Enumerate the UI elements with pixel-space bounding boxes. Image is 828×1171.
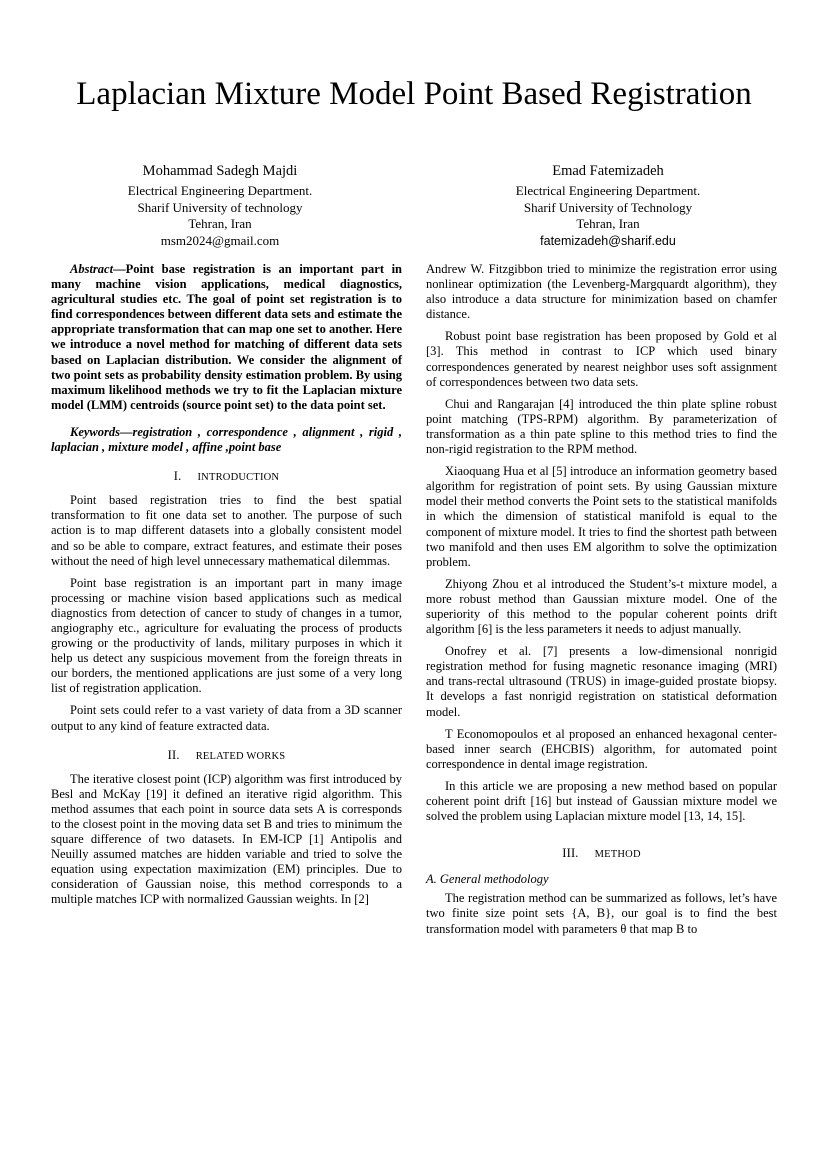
subsection-heading-general-methodology: A. General methodology xyxy=(426,872,549,887)
paragraph: The iterative closest point (ICP) algorithm was first introduced by Besl and McKay [19] it defined an iterative rigid algorithm. This method assumes that each point in source data sets A is corresponds to the closest point in the moving data set B and tries to minimum the square difference of two datasets. In EM-ICP [1] Antipolis and Neuilly assumed matches are hidden variable and tried to solve the equation using expectation maximization (EM) principles. Due to consideration of Gaussian noise, this method corresponds to a multiple matches ICP with normalized Gaussian weights. In [2] xyxy=(51,771,402,907)
paragraph: Zhiyong Zhou et al introduced the Student’s-t mixture model, a more robust method than Gaussian mixture model. One of the superiority of this method to the popular coherent points drift algorithm [6] is the less parameters it needs to adjust manually. xyxy=(426,576,777,637)
section-heading-method: III. METHOD xyxy=(562,846,641,861)
paragraph: Xiaoquang Hua et al [5] introduce an information geometry based algorithm for registration of point sets. By using Gaussian mixture model their method converts the Point sets to the statistical manifolds in which the dimension of statistical manifold is equal to the component of mixture model. It tries to find the shortest path between two manifold and then uses EM algorithm to solve the optimization problem. xyxy=(426,464,777,569)
paragraph: Robust point base registration has been proposed by Gold et al [3]. This method in contrast to ICP which used binary correspondences generated by nearest neighbor uses soft assignment of correspondences between two data sets. xyxy=(426,329,777,389)
paragraph: Chui and Rangarajan [4] introduced the thin plate spline robust point matching (TPS-RPM) algorithm. By parameterization of transformation as a thin pate spline to this method tries to find the non-rigid registration to the RPM method. xyxy=(426,396,777,457)
abstract-text: —Point base registration is an important part in many machine vision applications, medical diagnostics, agricultural studies etc. The goal of point set registration is to find correspondences between different data sets and estimate the appropriate transformation that can map one set to another. Here we introduce a novel method for matching of different data sets based on Laplacian distribution. We consider the alignment of two point sets as probability density estimation problem. By using maximum likelihood methods we try to fit the Laplacian mixture model (LMM) centroids (source point set) to the data point set. xyxy=(51,262,402,412)
author-city: Tehran, Iran xyxy=(576,216,640,231)
author-block-2 xyxy=(478,162,738,249)
author-block-1 xyxy=(90,162,350,249)
author-university: Sharif University of Technology xyxy=(523,199,693,215)
paper-title: Laplacian Mixture Model Point Based Registration xyxy=(76,76,752,112)
paragraph: Point based registration tries to find the best spatial transformation to fit one data set to another. The purpose of such action is to map different datasets into a globally consistent model and so be able to compare, extract features, and estimate their poses without the need of high level unnecessary mathematical dilemmas. xyxy=(51,493,402,568)
paragraph: In this article we are proposing a new method based on popular coherent point drift [16] but instead of Gaussian mixture model we solved the problem using Laplacian mixture model [13, 14, 15]. xyxy=(426,778,777,824)
section-heading-related-works: II. RELATED WORKS xyxy=(167,747,286,762)
author-email: fatemizadeh@sharif.edu xyxy=(540,233,676,248)
paragraph: Point base registration is an important part in many image processing or machine vision based applications such as medical diagnostics from detection of cancer to study of changes in a tumor, angiography etc., agriculture for evaluating the process of products growing or the productivity of lands, military purposes in which it help us detect any suspicious movement from the foreign threats in our borders, the mentioned applications are just some of a very long list of registration application. xyxy=(51,575,402,696)
author-university: Sharif University of technology xyxy=(137,199,303,215)
abstract-lead: Abstract xyxy=(70,262,114,276)
author-city: Tehran, Iran xyxy=(188,216,252,231)
section-heading-introduction: I. INTRODUCTION xyxy=(173,469,280,484)
author-name: Emad Fatemizadeh xyxy=(552,163,664,179)
paragraph: T Economopoulos et al proposed an enhanced hexagonal center-based inner search (EHCBIS) algorithm, for automated point correspondence in dental image registration. xyxy=(426,726,777,771)
paragraph: Point sets could refer to a vast variety of data from a 3D scanner output to any kind of feature extracted data. xyxy=(51,703,402,733)
paragraph: Andrew W. Fitzgibbon tried to minimize the registration error using nonlinear optimization (the Levenberg-Margquardt algorithm), they also introduce a data structure for minimization based on chamfer distance. xyxy=(426,262,777,322)
author-department: Electrical Engineering Department. xyxy=(515,183,701,198)
author-email: msm2024@gmail.com xyxy=(160,232,280,248)
keywords: Keywords—registration , correspondence , alignment , rigid , laplacian , mixture model , affine ,point base xyxy=(51,424,402,455)
paragraph: Onofrey et al. [7] presents a low-dimensional nonrigid registration method for fusing magnetic resonance imaging (MRI) and trans-rectal ultrasound (TRUS) in image-guided prostate biopsy. It develops a fast nonrigid registration on statistical deformation model. xyxy=(426,644,777,719)
author-department: Electrical Engineering Department. xyxy=(127,183,313,198)
abstract xyxy=(51,262,402,413)
paragraph: The registration method can be summarized as follows, let’s have two finite size point sets {A, B}, our goal is to find the best transformation model with parameters θ that map B to xyxy=(426,891,777,936)
left-column xyxy=(51,262,402,915)
right-column xyxy=(426,262,777,944)
author-name: Mohammad Sadegh Majdi xyxy=(142,163,298,179)
